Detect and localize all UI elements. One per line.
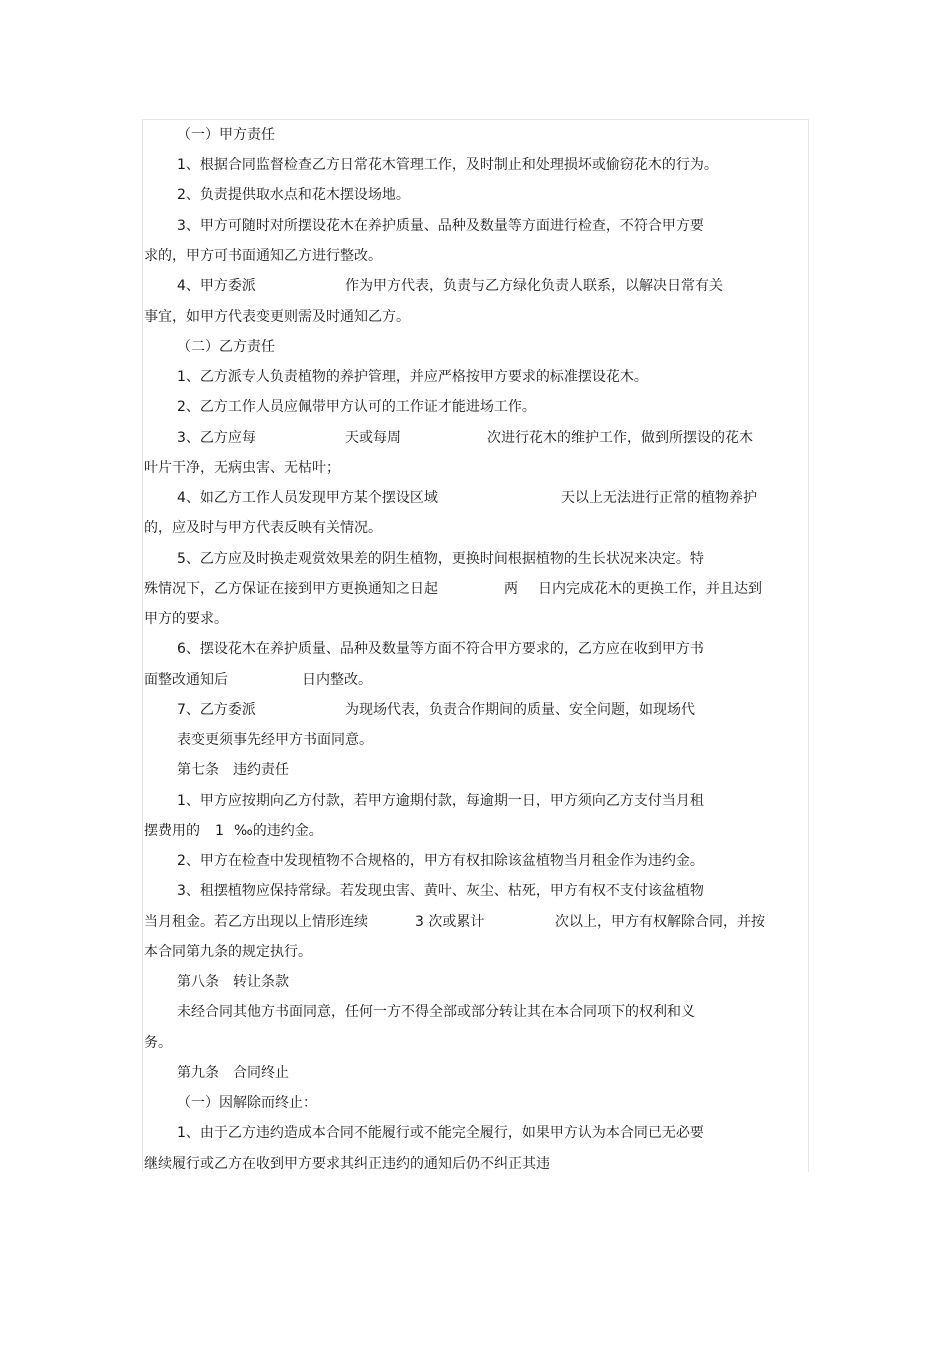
paragraph-line: 作为甲方代表，负责与乙方绿化负责人联系，以解决日常有关	[345, 278, 723, 294]
paragraph-line: 4、如乙方工作人员发现甲方某个摆设区域	[177, 490, 438, 506]
paragraph-line: 7、乙方委派	[177, 702, 256, 718]
paragraph-line: 天或每周	[345, 430, 401, 446]
paragraph-line: 继续履行或乙方在收到甲方要求其纠正违约的通知后仍不纠正其违	[144, 1156, 550, 1172]
paragraph-line: 本合同第九条的规定执行。	[144, 944, 312, 960]
paragraph-line: 1、乙方派专人负责植物的养护管理，并应严格按甲方要求的标准摆设花木。	[177, 369, 648, 385]
article-7-heading: 第七条 违约责任	[177, 762, 289, 778]
paragraph-line: 次进行花木的维护工作，做到所摆设的花木	[487, 430, 753, 446]
paragraph-line: 务。	[144, 1035, 172, 1051]
paragraph-line: 6、摆设花木在养护质量、品种及数量等方面不符合甲方要求的，乙方应在收到甲方书	[177, 641, 704, 657]
paragraph-line: 事宜，如甲方代表变更则需及时通知乙方。	[144, 309, 410, 325]
paragraph-line: 1	[215, 823, 224, 839]
paragraph-line: 表变更须事先经甲方书面同意。	[177, 732, 373, 748]
paragraph-line: 当月租金。若乙方出现以上情形连续	[144, 914, 368, 930]
paragraph-line: 5、乙方应及时换走观赏效果差的阴生植物，更换时间根据植物的生长状况来决定。特	[177, 551, 704, 567]
paragraph-line: 日内完成花木的更换工作，并且达到	[538, 581, 762, 597]
paragraph-line: 1、甲方应按期向乙方付款，若甲方逾期付款，每逾期一日，甲方须向乙方支付当月租	[177, 793, 704, 809]
paragraph-line: 3、租摆植物应保持常绿。若发现虫害、黄叶、灰尘、枯死，甲方有权不支付该盆植物	[177, 883, 704, 899]
article-9-heading: 第九条 合同终止	[177, 1065, 289, 1081]
paragraph-line: 日内整改。	[302, 672, 372, 688]
section-party-b-heading: （二）乙方责任	[177, 339, 275, 355]
paragraph-line: 殊情况下，乙方保证在接到甲方更换通知之日起	[144, 581, 438, 597]
paragraph-line: 次以上，甲方有权解除合同，并按	[555, 914, 765, 930]
paragraph-line: 求的，甲方可书面通知乙方进行整改。	[144, 248, 382, 264]
section-party-a-heading: （一）甲方责任	[177, 127, 275, 143]
paragraph-line: 为现场代表，负责合作期间的质量、安全问题，如现场代	[345, 702, 695, 718]
paragraph-line: 1、根据合同监督检查乙方日常花木管理工作，及时制止和处理损坏或偷窃花木的行为。	[177, 157, 718, 173]
paragraph-line: 两	[504, 581, 518, 597]
paragraph-line: 4、甲方委派	[177, 278, 256, 294]
paragraph-line: ‰的违约金。	[234, 823, 323, 839]
paragraph-line: 甲方的要求。	[144, 611, 228, 627]
paragraph-line: 的，应及时与甲方代表反映有关情况。	[144, 520, 382, 536]
paragraph-line: 2、甲方在检查中发现植物不合规格的，甲方有权扣除该盆植物当月租金作为违约金。	[177, 853, 704, 869]
paragraph-line: （一）因解除而终止：	[177, 1095, 317, 1111]
paragraph-line: 1、由于乙方违约造成本合同不能履行或不能完全履行，如果甲方认为本合同已无必要	[177, 1125, 704, 1141]
paragraph-line: 2、乙方工作人员应佩带甲方认可的工作证才能进场工作。	[177, 399, 536, 415]
article-8-heading: 第八条 转让条款	[177, 974, 289, 990]
paragraph-line: 未经合同其他方书面同意，任何一方不得全部或部分转让其在本合同项下的权利和义	[177, 1004, 695, 1020]
paragraph-line: 面整改通知后	[144, 672, 228, 688]
paragraph-line: 叶片干净，无病虫害、无枯叶；	[144, 460, 340, 476]
paragraph-line: 2、负责提供取水点和花木摆设场地。	[177, 187, 410, 203]
paragraph-line: 摆费用的	[144, 823, 200, 839]
paragraph-line: 3、甲方可随时对所摆设花木在养护质量、品种及数量等方面进行检查，不符合甲方要	[177, 218, 704, 234]
paragraph-line: 3、乙方应每	[177, 430, 256, 446]
paragraph-line: 天以上无法进行正常的植物养护	[561, 490, 757, 506]
paragraph-line: 3 次或累计	[415, 914, 485, 930]
